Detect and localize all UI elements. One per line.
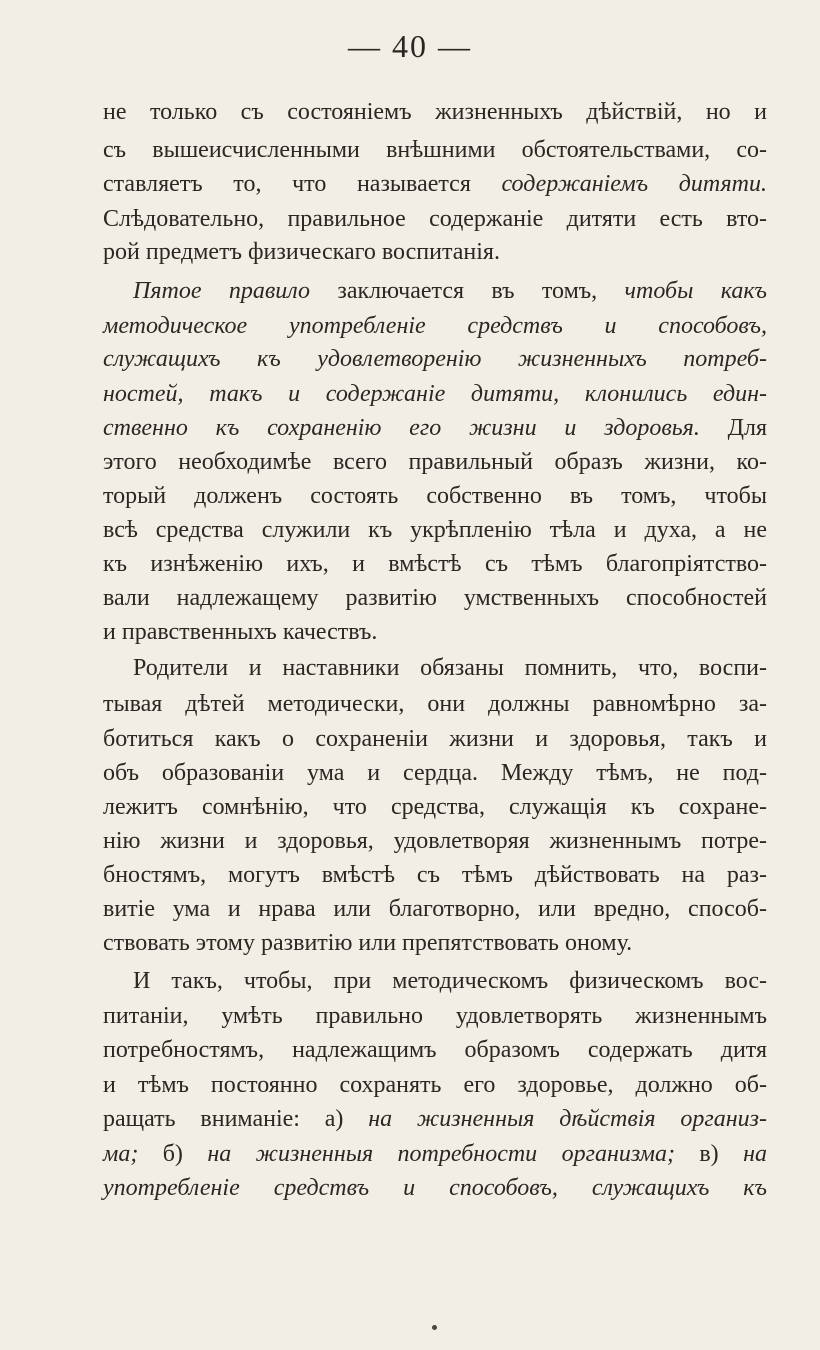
text-segment: тывая дѣтей методически, они должны равномѣрно за- (103, 691, 767, 717)
text-segment: объ образованіи ума и сердца. Между тѣмъ, не под- (103, 760, 767, 786)
text-segment: рой предметъ физическаго воспитанія. (103, 239, 500, 265)
text-segment: Родители и наставники обязаны помнить, что, воспи- (133, 655, 767, 681)
page-number: — 40 — (348, 28, 472, 64)
text-segment: в) (674, 1141, 744, 1167)
text-segment: ставляетъ то, что называется (103, 171, 502, 197)
text-line (103, 757, 767, 791)
text-line (103, 688, 767, 722)
text-line (103, 310, 767, 344)
text-line (103, 236, 767, 270)
italic-text: ма; (103, 1141, 139, 1167)
text-line (103, 859, 767, 893)
text-segment: и правственныхъ качествъ. (103, 619, 378, 645)
text-segment: вали надлежащему развитію умственныхъ способностей (103, 585, 767, 611)
text-line (133, 275, 767, 309)
text-line (103, 582, 767, 616)
text-line (103, 343, 767, 377)
text-line (103, 168, 767, 202)
text-segment: Слѣдовательно, правильное содержаніе дитяти есть вто- (103, 206, 767, 232)
italic-text: ностей, такъ и содержаніе дитяти, клонились един- (103, 381, 767, 407)
text-segment: ращать вниманіе: а) (103, 1106, 369, 1132)
text-line (103, 548, 767, 582)
text-line (103, 1069, 767, 1103)
text-segment: всѣ средства служили къ укрѣпленію тѣла и духа, а не (103, 517, 767, 543)
text-segment: бностямъ, могутъ вмѣстѣ съ тѣмъ дѣйствовать на раз- (103, 862, 767, 888)
text-line (103, 1103, 767, 1137)
text-line (103, 203, 767, 237)
text-segment: питаніи, умѣть правильно удовлетворять жизненнымъ (103, 1003, 767, 1029)
text-segment: не только съ состояніемъ жизненныхъ дѣйствій, но и (103, 99, 767, 125)
text-segment: ботиться какъ о сохраненіи жизни и здоровья, такъ и (103, 726, 767, 752)
text-segment: ствовать этому развитію или препятствовать оному. (103, 930, 633, 956)
text-line (103, 616, 767, 650)
text-segment: съ вышеисчисленными внѣшними обстоятельствами, со- (103, 137, 767, 163)
text-line (103, 791, 767, 825)
text-segment: лежитъ сомнѣнію, что средства, служащія къ сохране- (103, 794, 767, 820)
text-line (103, 446, 767, 480)
text-line (103, 96, 767, 130)
italic-text: на жизненныя дѣйствія организ- (368, 1106, 768, 1132)
text-line (103, 514, 767, 548)
text-segment: и тѣмъ постоянно сохранять его здоровье, должно об- (103, 1072, 767, 1098)
text-line (103, 927, 767, 961)
text-segment: потребностямъ, надлежащимъ образомъ содержать дитя (103, 1037, 767, 1063)
text-segment: этого необходимѣе всего правильный образъ жизни, ко- (103, 449, 767, 475)
text-line (133, 652, 767, 686)
italic-text: методическое употребленіе средствъ и способовъ, (103, 313, 767, 339)
text-line (103, 1000, 767, 1034)
text-segment: торый долженъ состоять собственно въ томъ, чтобы (103, 483, 767, 509)
italic-text: содержаніемъ дитяти. (501, 171, 767, 197)
italic-text: Пятое правило (133, 278, 311, 304)
text-line (103, 378, 767, 412)
text-segment: б) (138, 1141, 208, 1167)
text-segment: витіе ума и нрава или благотворно, или вредно, способ- (103, 896, 767, 922)
text-line (103, 480, 767, 514)
italic-text: чтобы какъ (624, 278, 768, 304)
text-segment: И такъ, чтобы, при методическомъ физическомъ вос- (133, 968, 767, 994)
text-line (103, 825, 767, 859)
italic-text: на жизненныя потребности организма; (207, 1141, 675, 1167)
italic-text: служащихъ къ удовлетворенію жизненныхъ потреб- (103, 346, 767, 372)
printer-mark (432, 1325, 437, 1330)
text-line (133, 965, 767, 999)
italic-text: употребленіе средствъ и способовъ, служащихъ къ (103, 1175, 767, 1201)
text-line (103, 134, 767, 168)
text-segment: Для (699, 415, 767, 441)
text-segment: нію жизни и здоровья, удовлетворяя жизненнымъ потре- (103, 828, 767, 854)
text-segment: заключается въ томъ, (310, 278, 625, 304)
text-segment: къ изнѣженію ихъ, и вмѣстѣ съ тѣмъ благопріятство- (103, 551, 767, 577)
text-line (103, 1034, 767, 1068)
italic-text: на (743, 1141, 767, 1167)
italic-text: ственно къ сохраненію его жизни и здоровья. (103, 415, 700, 441)
text-line (103, 1138, 767, 1172)
text-line (103, 412, 767, 446)
text-line (103, 893, 767, 927)
text-line (103, 1172, 767, 1206)
text-line (103, 723, 767, 757)
